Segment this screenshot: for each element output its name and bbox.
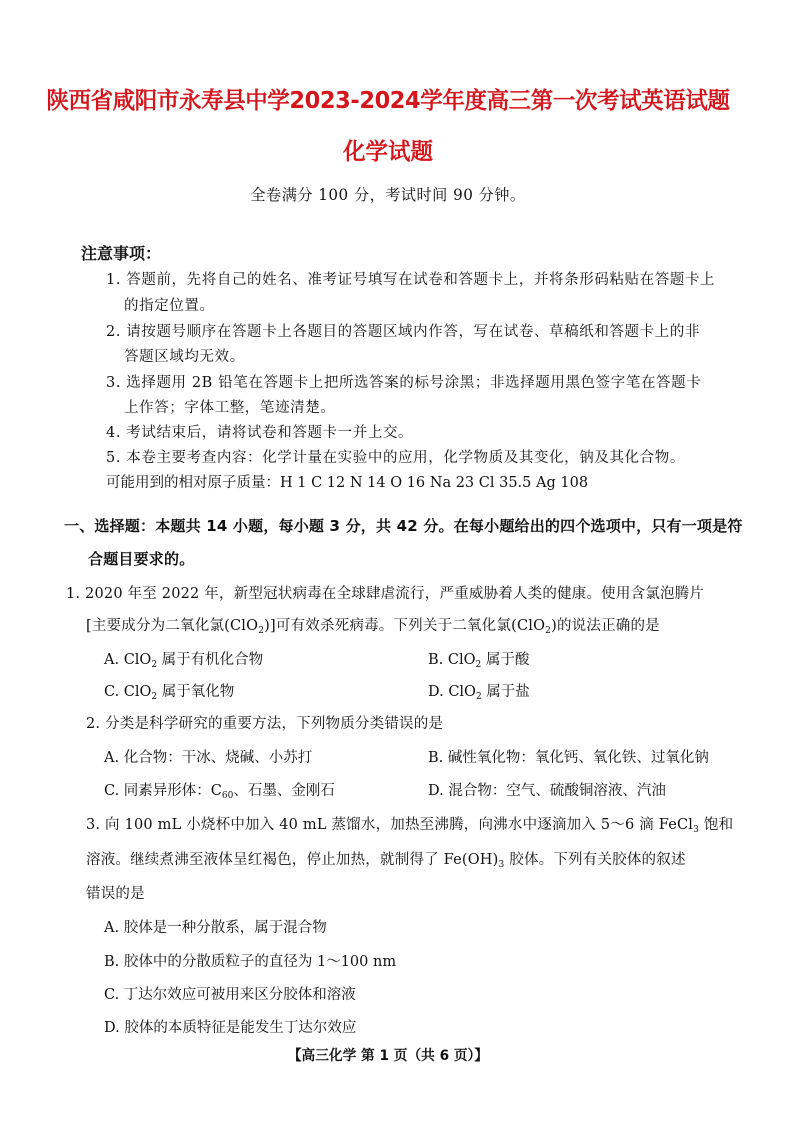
q3-option-d: D. 胶体的本质特征是能发生丁达尔效应	[104, 1020, 357, 1036]
notice-item-1-line-2: 的指定位置。	[124, 298, 215, 314]
notice-item-1-line-1: 1. 答题前，先将自己的姓名、准考证号填写在试卷和答题卡上，并将条形码粘贴在答题卡上	[106, 272, 716, 288]
section-1-heading-line-2: 合题目要求的。	[88, 550, 195, 568]
q3-option-c: C. 丁达尔效应可被用来区分胶体和溶液	[104, 987, 356, 1003]
notice-item-2-line-2: 答题区域均无效。	[124, 349, 245, 365]
notice-item-3-line-2: 上作答；字体工整，笔迹清楚。	[124, 400, 336, 416]
q3-stem-line-3: 错误的是	[86, 886, 145, 902]
q2-option-b: B. 碱性氧化物：氧化钙、氧化铁、过氧化钠	[428, 750, 709, 766]
section-1-heading-line-1: 一、选择题：本题共 14 小题，每小题 3 分，共 42 分。在每小题给出的四个选项中，只有一项是符	[64, 517, 743, 535]
q1-option-b: B. ClO$_2$ 属于酸	[428, 652, 530, 670]
q2-option-d: D. 混合物：空气、硫酸铜溶液、汽油	[428, 783, 666, 799]
q3-stem-line-1: 3. 向 100 mL 小烧杯中加入 40 mL 蒸馏水，加热至沸腾，向沸水中逐滴加入 5～6 滴 FeCl$_3$ 饱和	[86, 817, 734, 835]
notice-item-2-line-1: 2. 请按题号顺序在答题卡上各题目的答题区域内作答，写在试卷、草稿纸和答题卡上的非	[106, 324, 701, 340]
q1-stem-line-2: [主要成分为二氧化氯(ClO$_2$)]可有效杀死病毒。下列关于二氧化氯(ClO$_2$)的说法正确的是	[86, 618, 660, 636]
q1-option-c: C. ClO$_2$ 属于氧化物	[104, 684, 235, 702]
notice-item-3-line-1: 3. 选择题用 2B 铅笔在答题卡上把所选答案的标号涂黑；非选择题用黑色签字笔在答题卡	[106, 375, 702, 391]
atomic-mass-line: 可能用到的相对原子质量：H 1 C 12 N 14 O 16 Na 23 Cl 35.5 Ag 108	[106, 475, 589, 491]
document-title: 陕西省咸阳市永寿县中学2023-2024学年度高三第一次考试英语试题	[46, 88, 730, 114]
exam-info: 全卷满分 100 分，考试时间 90 分钟。	[250, 186, 526, 204]
q2-option-a: A. 化合物：干冰、烧碱、小苏打	[104, 750, 313, 766]
page-footer: 【高三化学 第 1 页（共 6 页）】	[287, 1048, 489, 1064]
q2-option-c: C. 同素异形体：$C_{60}$、石墨、金刚石	[104, 783, 335, 801]
notice-item-5: 5. 本卷主要考查内容：化学计量在实验中的应用，化学物质及其变化，钠及其化合物。	[106, 450, 685, 466]
q1-option-a: A. ClO$_2$ 属于有机化合物	[104, 652, 264, 670]
document-subtitle: 化学试题	[343, 139, 433, 165]
q3-stem-line-2: 溶液。继续煮沸至液体呈红褐色，停止加热，就制得了 $Fe(OH)_3$ 胶体。下列有关胶体的叙述	[86, 852, 686, 870]
q1-stem-line-1: 1. 2020 年至 2022 年，新型冠状病毒在全球肆虐流行，严重威胁着人类的健康。使用含氯泡腾片	[66, 586, 705, 602]
notice-item-4: 4. 考试结束后，请将试卷和答题卡一并上交。	[106, 425, 414, 441]
q3-option-b: B. 胶体中的分散质粒子的直径为 1～100 nm	[104, 954, 397, 970]
q2-stem: 2. 分类是科学研究的重要方法，下列物质分类错误的是	[86, 716, 444, 732]
notice-heading: 注意事项：	[81, 244, 162, 263]
q1-option-d: D. ClO$_2$ 属于盐	[428, 684, 530, 702]
q3-option-a: A. 胶体是一种分散系，属于混合物	[104, 920, 327, 936]
